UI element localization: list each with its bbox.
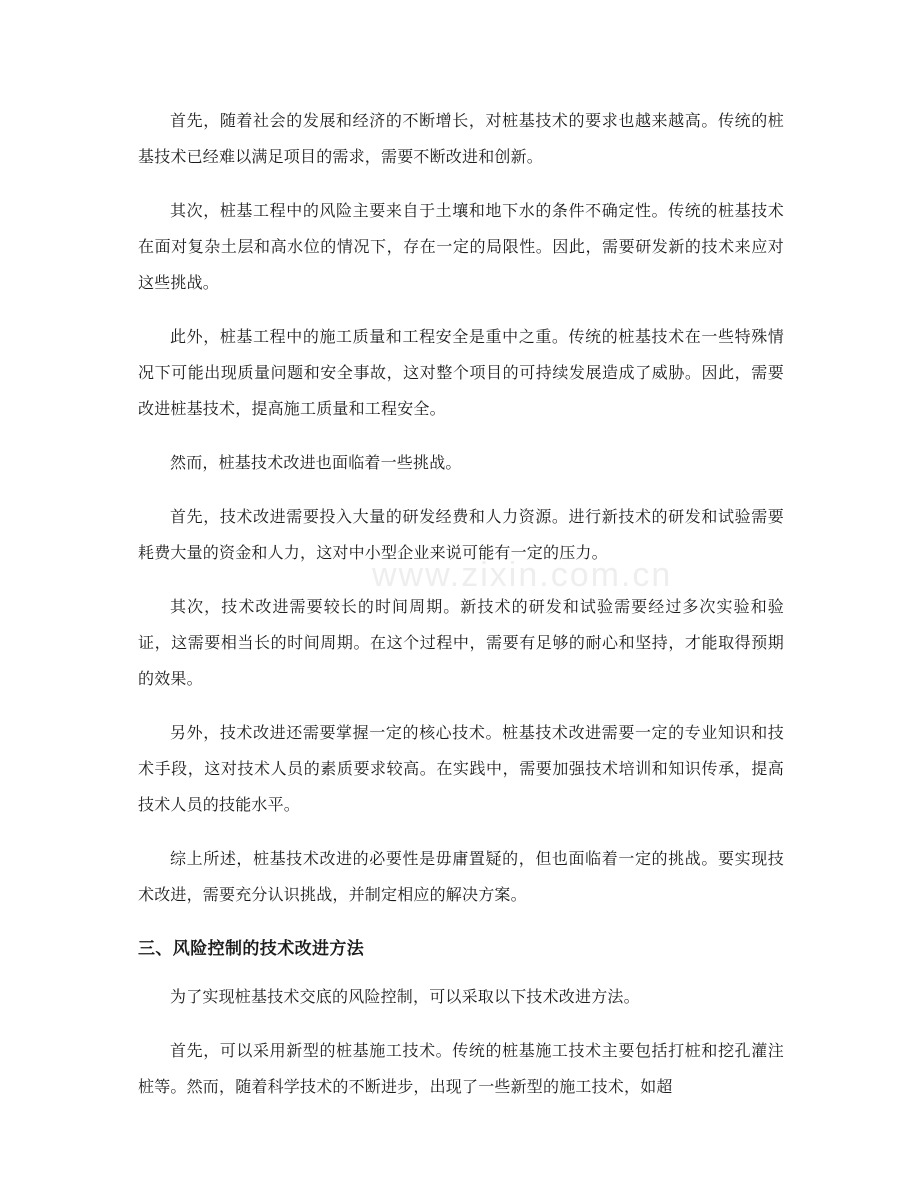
section-heading: 三、风险控制的技术改进方法 xyxy=(138,939,365,959)
watermark: www.zixin.com.cn xyxy=(372,556,673,594)
paragraph: 为了实现桩基技术交底的风险控制，可以采取以下技术改进方法。 xyxy=(170,987,640,1006)
paragraph: 首先，技术改进需要投入大量的研发经费和人力资源。进行新技术的研发和试验需要耗费大量的资金和人力，这对中小型企业来说可能有一定的压力。 xyxy=(138,507,784,562)
paragraph: 综上所述，桩基技术改进的必要性是毋庸置疑的，但也面临着一定的挑战。要实现技术改进，需要充分认识挑战，并制定相应的解决方案。 xyxy=(138,849,784,904)
paragraph: 其次，技术改进需要较长的时间周期。新技术的研发和试验需要经过多次实验和验证，这需要相当长的时间周期。在这个过程中，需要有足够的耐心和坚持，才能取得预期的效果。 xyxy=(138,597,784,688)
paragraph: 首先，可以采用新型的桩基施工技术。传统的桩基施工技术主要包括打桩和挖孔灌注桩等。然而，随着科学技术的不断进步，出现了一些新型的施工技术，如超 xyxy=(138,1041,784,1096)
paragraph: 此外，桩基工程中的施工质量和工程安全是重中之重。传统的桩基技术在一些特殊情况下可能出现质量问题和安全事故，这对整个项目的可持续发展造成了威胁。因此，需要改进桩基技术，提高施工质量和工程安全。 xyxy=(138,327,784,418)
document-body xyxy=(138,103,784,1123)
paragraph: 然而，桩基技术改进也面临着一些挑战。 xyxy=(170,453,462,472)
paragraph: 另外，技术改进还需要掌握一定的核心技术。桩基技术改进需要一定的专业知识和技术手段，这对技术人员的素质要求较高。在实践中，需要加强技术培训和知识传承，提高技术人员的技能水平。 xyxy=(138,723,784,814)
paragraph: 首先，随着社会的发展和经济的不断增长，对桩基技术的要求也越来越高。传统的桩基技术已经难以满足项目的需求，需要不断改进和创新。 xyxy=(138,111,784,166)
paragraph: 其次，桩基工程中的风险主要来自于土壤和地下水的条件不确定性。传统的桩基技术在面对复杂土层和高水位的情况下，存在一定的局限性。因此，需要研发新的技术来应对这些挑战。 xyxy=(138,201,784,292)
